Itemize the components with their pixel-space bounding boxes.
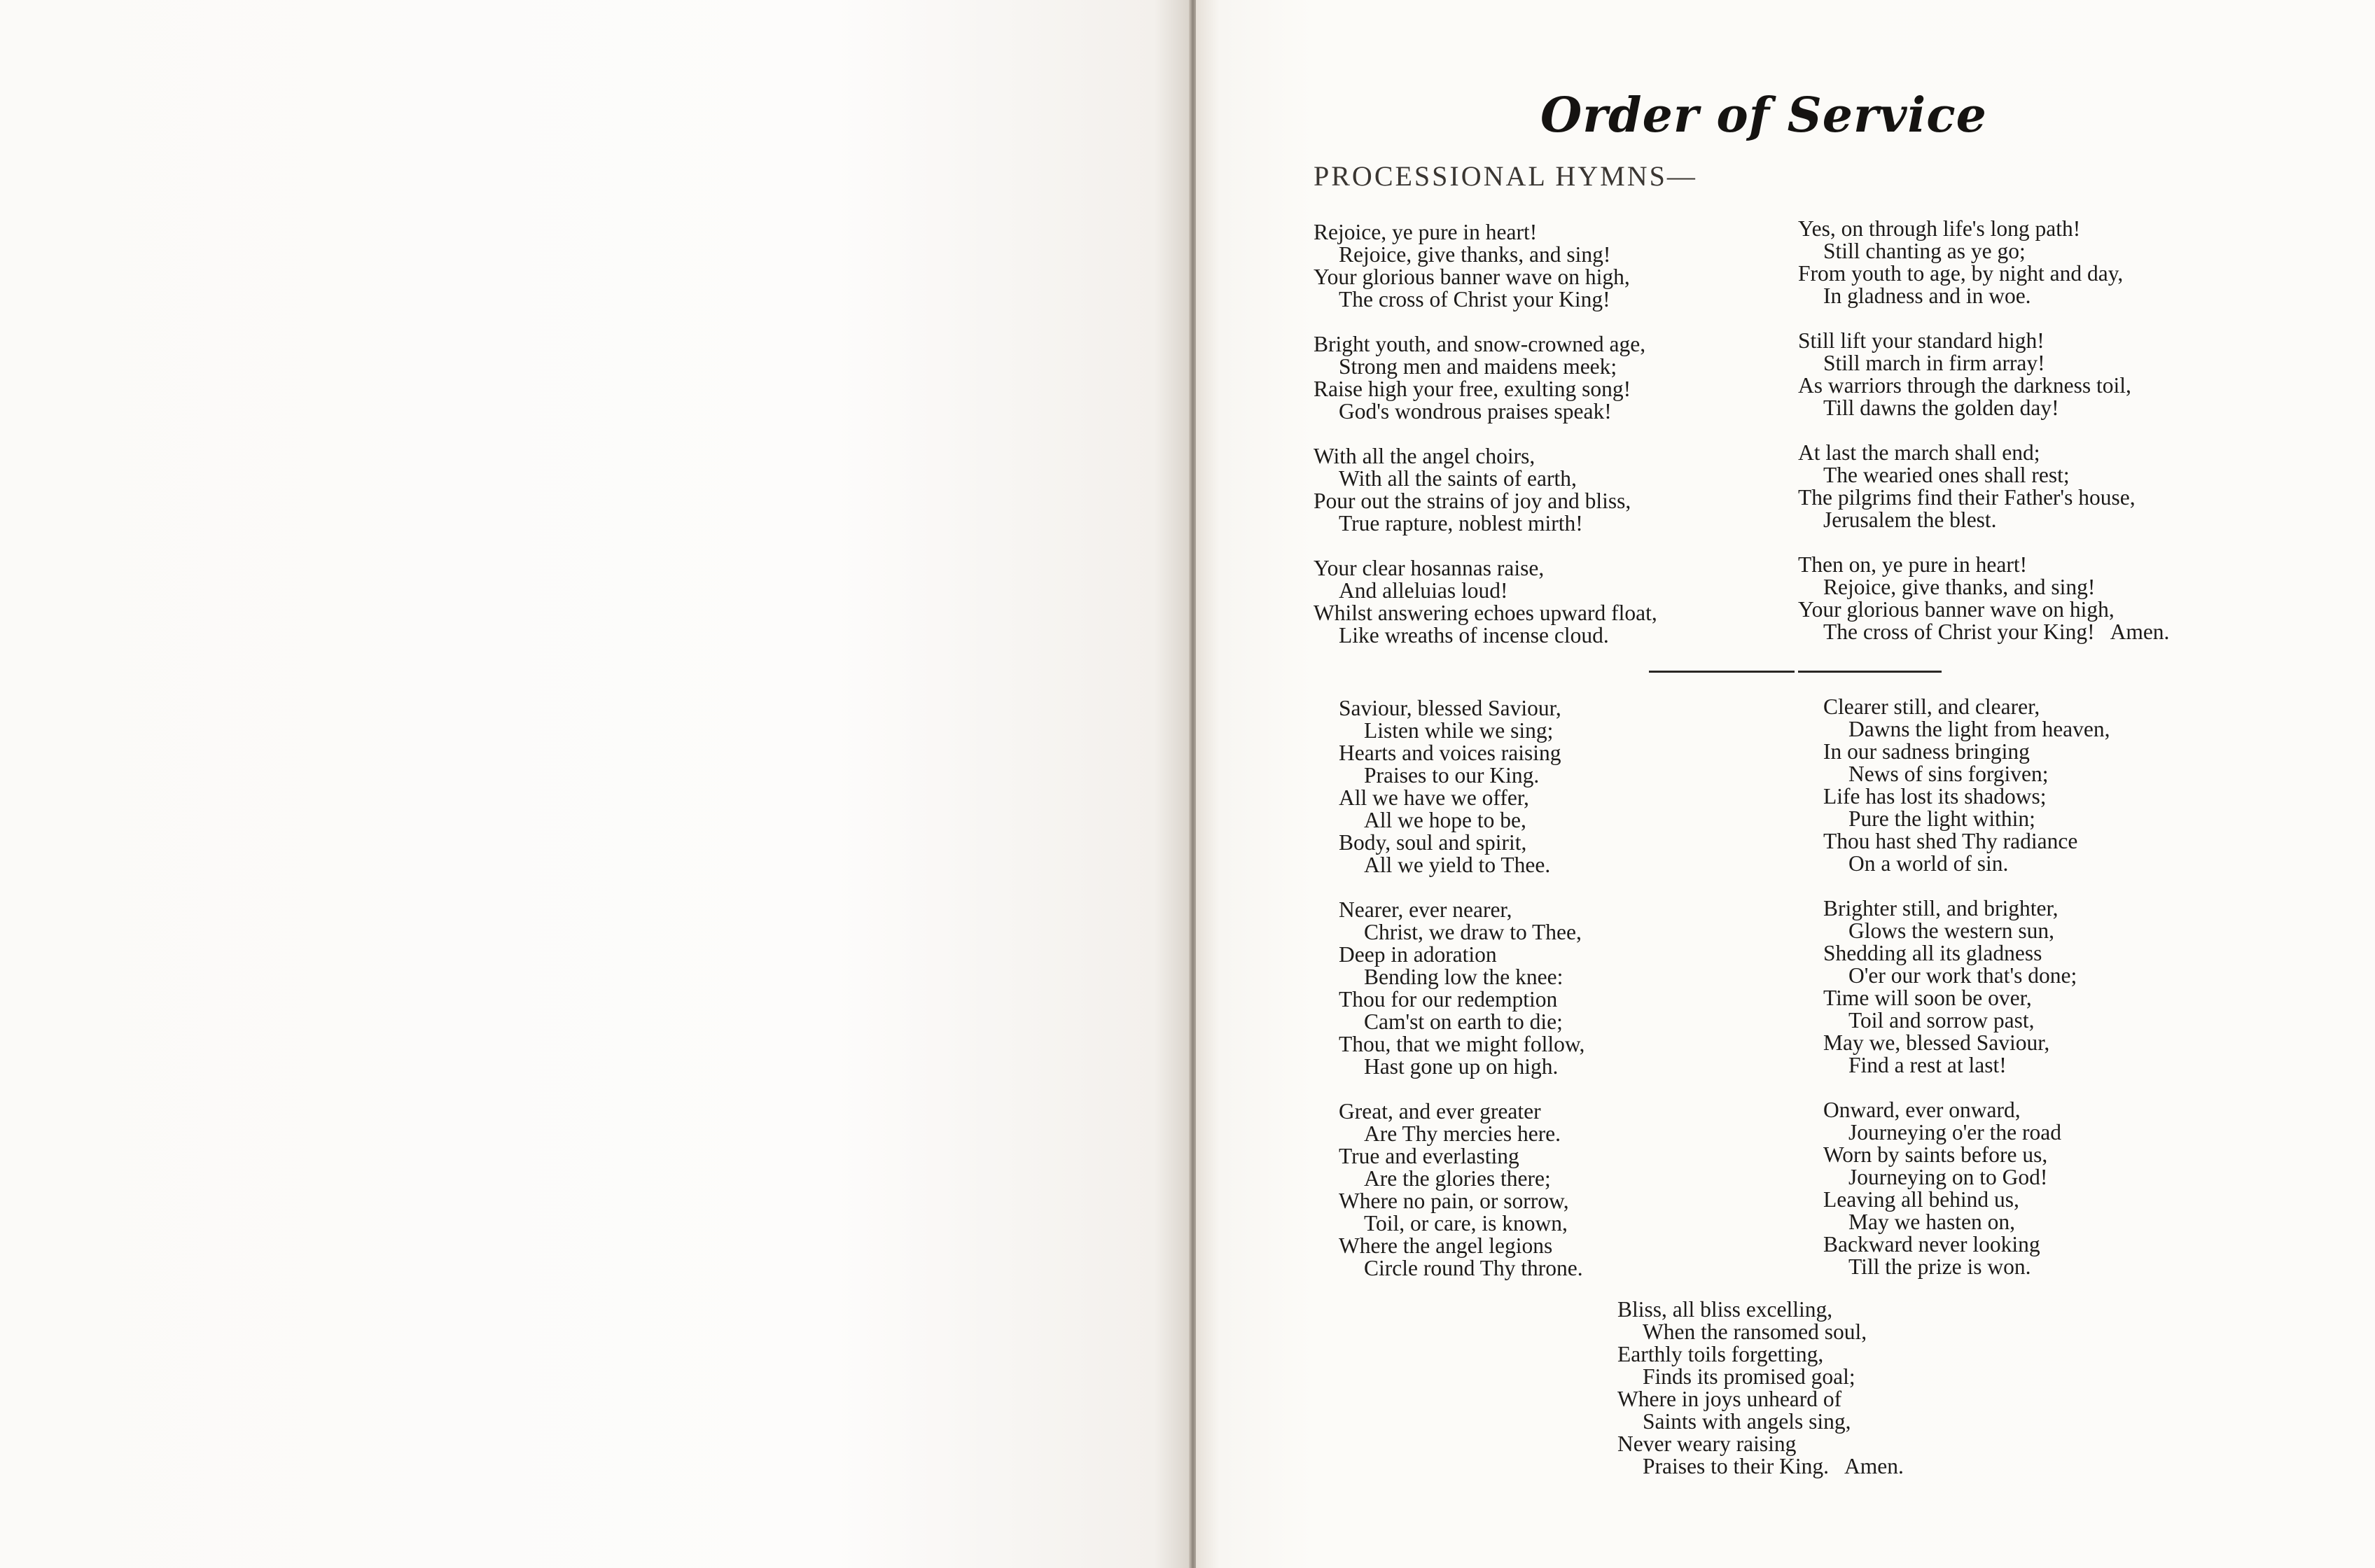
hymn-line-text: Journeying o'er the road: [1848, 1120, 2061, 1144]
hymn-line-text: Praises to their King.: [1643, 1454, 1829, 1478]
hymn-line: [1339, 1033, 1585, 1056]
stanza: [1617, 1298, 1904, 1478]
hymn-line: [1798, 240, 2169, 262]
hymn-line: [1798, 621, 2169, 643]
hymn-line: [1823, 808, 2110, 830]
hymn-line: [1339, 1123, 1585, 1145]
hymn-line: [1823, 830, 2110, 853]
stanza: [1339, 697, 1585, 876]
hymn-line: [1617, 1366, 1904, 1388]
stanza: [1798, 330, 2169, 419]
hymn-line-text: Life has lost its shadows;: [1823, 784, 2047, 808]
hymn-line: [1617, 1388, 1904, 1410]
hymn-line-text: Till dawns the golden day!: [1823, 396, 2059, 420]
hymn-line: [1314, 356, 1657, 378]
hymn-line: [1314, 624, 1657, 647]
hymn-line: [1617, 1343, 1904, 1366]
hymn-line-text: Strong men and maidens meek;: [1339, 354, 1617, 379]
hymn-line: [1823, 696, 2110, 718]
hymn-line-text: Worn by saints before us,: [1823, 1142, 2048, 1167]
hymn1-right-column: [1798, 218, 2169, 643]
hymn-line: [1823, 1189, 2110, 1211]
hymn-line-text: At last the march shall end;: [1798, 440, 2040, 465]
hymn-line: [1314, 490, 1657, 512]
hymn-line-text: Leaving all behind us,: [1823, 1187, 2019, 1212]
hymn-line: [1339, 1011, 1585, 1033]
hymn-line-text: News of sins forgiven;: [1848, 762, 2049, 786]
hymn-line: [1314, 221, 1657, 244]
hymn-line: [1314, 557, 1657, 580]
hymn-line-text: With all the saints of earth,: [1339, 466, 1577, 491]
hymn-line-text: Great, and ever greater: [1339, 1099, 1541, 1124]
stanza: [1314, 333, 1657, 423]
hymn-line: [1823, 987, 2110, 1009]
hymn-line: [1798, 330, 2169, 352]
hymn-line-text: Rejoice, give thanks, and sing!: [1823, 575, 2096, 599]
hymn-line-text: As warriors through the darkness toil,: [1798, 373, 2131, 398]
hymn-line: [1798, 464, 2169, 486]
stanza: [1314, 221, 1657, 311]
hymn-line-text: Cam'st on earth to die;: [1364, 1009, 1563, 1034]
hymn-line-text: In our sadness bringing: [1823, 739, 2030, 764]
hymn-line-text: God's wondrous praises speak!: [1339, 399, 1612, 424]
hymn-line-text: May we, blessed Saviour,: [1823, 1030, 2050, 1055]
hymn-line: [1339, 1235, 1585, 1257]
hymn-line: [1823, 1032, 2110, 1054]
hymn-line: [1339, 1212, 1585, 1235]
stanza: [1798, 442, 2169, 531]
hymn-line-text: Still chanting as ye go;: [1823, 239, 2026, 263]
stanza: [1823, 1099, 2110, 1278]
hymn-line: [1617, 1410, 1904, 1433]
hymn-line: [1617, 1298, 1904, 1321]
hymn-line: [1339, 966, 1585, 988]
hymn-line-text: And alleluias loud!: [1339, 578, 1508, 603]
hymn-line-text: The pilgrims find their Father's house,: [1798, 485, 2136, 510]
hymn-line: [1339, 1257, 1585, 1280]
page-title: Order of Service: [1540, 88, 1987, 144]
hymn-line: [1314, 512, 1657, 535]
hymn-line: [1823, 1233, 2110, 1256]
hymn-line: [1823, 1054, 2110, 1077]
hymn-line-text: Clearer still, and clearer,: [1823, 694, 2040, 719]
hymn-line-text: Praises to our King.: [1364, 763, 1540, 788]
hymn-line-text: Bending low the knee:: [1364, 965, 1563, 989]
hymn-line: [1339, 1100, 1585, 1123]
hymn-line-text: Time will soon be over,: [1823, 986, 2032, 1010]
hymn-line-text: Toil, or care, is known,: [1364, 1211, 1568, 1236]
hymn-line-text: Saints with angels sing,: [1643, 1409, 1851, 1434]
hymn-line-text: Whilst answering echoes upward float,: [1314, 601, 1657, 625]
hymn-line: [1339, 921, 1585, 944]
hymn-line: [1823, 718, 2110, 741]
hymn-line: [1339, 720, 1585, 742]
hymn-line: [1314, 602, 1657, 624]
stanza: [1314, 445, 1657, 535]
hymn-line-text: The wearied ones shall rest;: [1823, 463, 2070, 487]
hymn-line-text: Thou, that we might follow,: [1339, 1032, 1585, 1056]
hymn-line-text: Still march in firm array!: [1823, 351, 2045, 375]
divider-rule-left: [1649, 671, 1795, 673]
hymn-line: [1314, 244, 1657, 266]
hymn-line: [1617, 1455, 1904, 1478]
divider-rule-right: [1798, 671, 1942, 673]
hymn-line-text: Bright youth, and snow-crowned age,: [1314, 332, 1646, 356]
hymn-line: [1339, 1056, 1585, 1078]
hymn-line: [1339, 988, 1585, 1011]
hymn-line: [1823, 897, 2110, 920]
hymn2-final-stanza: [1617, 1298, 1904, 1478]
hymn-line-text: Onward, ever onward,: [1823, 1098, 2021, 1122]
hymn-line: [1823, 965, 2110, 987]
hymn-line: [1823, 1121, 2110, 1144]
hymn-line: [1798, 554, 2169, 576]
hymn-line: [1798, 442, 2169, 464]
hymn-line-text: True rapture, noblest mirth!: [1339, 511, 1583, 536]
hymn-line: [1339, 854, 1585, 876]
hymn-line-text: Then on, ye pure in heart!: [1798, 552, 2028, 577]
hymn-line-text: Dawns the light from heaven,: [1848, 717, 2110, 741]
hymn-line-text: Pure the light within;: [1848, 806, 2035, 831]
amen-text: Amen.: [2110, 620, 2170, 644]
hymn-line-text: Hast gone up on high.: [1364, 1054, 1559, 1079]
hymn-line-text: With all the angel choirs,: [1314, 444, 1535, 468]
hymn-line-text: Raise high your free, exulting song!: [1314, 377, 1631, 401]
hymn-line: [1314, 266, 1657, 288]
hymn-line-text: All we yield to Thee.: [1364, 853, 1551, 877]
stanza: [1798, 554, 2169, 643]
hymn-line-text: Shedding all its gladness: [1823, 941, 2042, 965]
hymn-line: [1339, 809, 1585, 832]
hymn-line-text: When the ransomed soul,: [1643, 1320, 1867, 1344]
hymn-line-text: Where the angel legions: [1339, 1233, 1553, 1258]
hymn-line-text: On a world of sin.: [1848, 851, 2009, 876]
hymn-line: [1314, 378, 1657, 400]
hymn-line-text: Deep in adoration: [1339, 942, 1497, 967]
hymn-line-text: Thou hast shed Thy radiance: [1823, 829, 2078, 853]
hymn-line-text: O'er our work that's done;: [1848, 963, 2077, 988]
hymn-line: [1339, 742, 1585, 764]
hymn-line: [1798, 285, 2169, 307]
hymn-line: [1339, 764, 1585, 787]
hymn-line: [1798, 374, 2169, 397]
hymn-line-text: Journeying on to God!: [1848, 1165, 2048, 1189]
hymn-line-text: Saviour, blessed Saviour,: [1339, 696, 1561, 720]
hymn-line-text: Rejoice, give thanks, and sing!: [1339, 242, 1611, 267]
hymn-line-text: True and everlasting: [1339, 1144, 1519, 1168]
hymn-line-text: Listen while we sing;: [1364, 718, 1554, 743]
hymn-line-text: Nearer, ever nearer,: [1339, 897, 1512, 922]
hymn-line-text: Earthly toils forgetting,: [1617, 1342, 1824, 1366]
hymn-line-text: In gladness and in woe.: [1823, 284, 2031, 308]
hymn-line: [1339, 832, 1585, 854]
hymn-line: [1314, 288, 1657, 311]
hymn-line: [1339, 899, 1585, 921]
hymn-line: [1314, 445, 1657, 468]
hymn-line: [1339, 787, 1585, 809]
hymn-line: [1339, 944, 1585, 966]
section-heading: PROCESSIONAL HYMNS—: [1314, 160, 1697, 192]
hymn-line-text: Jerusalem the blest.: [1823, 507, 1997, 532]
stanza: [1339, 1100, 1585, 1280]
hymn-line: [1798, 598, 2169, 621]
hymn-line: [1314, 333, 1657, 356]
stanza: [1798, 218, 2169, 307]
hymn-line-text: Your clear hosannas raise,: [1314, 556, 1545, 580]
hymn1-left-column: [1314, 221, 1657, 647]
hymn-line-text: Are Thy mercies here.: [1364, 1121, 1561, 1146]
hymn-line-text: The cross of Christ your King!: [1823, 620, 2095, 644]
hymn-line: [1339, 1190, 1585, 1212]
hymn-line: [1339, 697, 1585, 720]
hymn-line-text: Christ, we draw to Thee,: [1364, 920, 1582, 944]
hymn-line: [1798, 576, 2169, 598]
hymn-line-text: The cross of Christ your King!: [1339, 287, 1610, 312]
stanza: [1823, 696, 2110, 875]
hymn-line-text: Never weary raising: [1617, 1432, 1797, 1456]
hymn-line-text: Yes, on through life's long path!: [1798, 216, 2081, 241]
hymn-line-text: Pour out the strains of joy and bliss,: [1314, 489, 1631, 513]
stanza: [1823, 897, 2110, 1077]
hymn-line: [1823, 1166, 2110, 1189]
hymn-line-text: Where in joys unheard of: [1617, 1387, 1842, 1411]
hymn-line-text: Backward never looking: [1823, 1232, 2040, 1256]
hymn-line-text: Brighter still, and brighter,: [1823, 896, 2059, 920]
hymn-line: [1798, 352, 2169, 374]
hymn-line: [1823, 853, 2110, 875]
hymn-line-text: Thou for our redemption: [1339, 987, 1558, 1011]
hymn-line: [1823, 1009, 2110, 1032]
hymn-line: [1798, 262, 2169, 285]
hymn-line: [1314, 400, 1657, 423]
hymn-line: [1823, 741, 2110, 763]
hymn-line: [1617, 1321, 1904, 1343]
hymn-line: [1798, 509, 2169, 531]
hymn-line: [1314, 580, 1657, 602]
hymn-line-text: Body, soul and spirit,: [1339, 830, 1527, 855]
hymn-line-text: From youth to age, by night and day,: [1798, 261, 2124, 286]
hymn-line-text: All we hope to be,: [1364, 808, 1526, 832]
hymn-line: [1823, 1144, 2110, 1166]
hymn-line: [1823, 1256, 2110, 1278]
hymn-line: [1617, 1433, 1904, 1455]
stanza: [1314, 557, 1657, 647]
hymn-line-text: Find a rest at last!: [1848, 1053, 2007, 1077]
hymn-line-text: Your glorious banner wave on high,: [1314, 265, 1630, 289]
hymn-line: [1339, 1145, 1585, 1168]
hymn-line-text: Where no pain, or sorrow,: [1339, 1189, 1569, 1213]
hymn-line-text: Toil and sorrow past,: [1848, 1008, 2035, 1032]
hymn-line-text: All we have we offer,: [1339, 785, 1529, 810]
hymn2-left-column: [1339, 697, 1585, 1280]
amen-text: Amen.: [1844, 1454, 1904, 1478]
hymn-line-text: Finds its promised goal;: [1643, 1364, 1855, 1389]
hymn-line-text: Like wreaths of incense cloud.: [1339, 623, 1609, 648]
hymn-line-text: Hearts and voices raising: [1339, 741, 1561, 765]
hymn-line-text: Bliss, all bliss excelling,: [1617, 1297, 1833, 1322]
hymn-line: [1339, 1168, 1585, 1190]
hymn-line: [1823, 1099, 2110, 1121]
hymn-line-text: Glows the western sun,: [1848, 918, 2054, 943]
hymn-line: [1798, 218, 2169, 240]
hymn-line: [1823, 785, 2110, 808]
hymn-line-text: Still lift your standard high!: [1798, 328, 2045, 353]
hymn-line: [1314, 468, 1657, 490]
hymn-line: [1823, 920, 2110, 942]
hymn-line-text: Till the prize is won.: [1848, 1254, 2031, 1279]
hymn-line-text: Are the glories there;: [1364, 1166, 1551, 1191]
hymn-line: [1823, 1211, 2110, 1233]
hymn-line: [1823, 942, 2110, 965]
hymn-line: [1823, 763, 2110, 785]
stanza: [1339, 899, 1585, 1078]
hymn-line-text: May we hasten on,: [1848, 1210, 2015, 1234]
hymn-line: [1798, 397, 2169, 419]
hymn2-right-column: [1823, 696, 2110, 1278]
hymn-line-text: Your glorious banner wave on high,: [1798, 597, 2115, 622]
hymn-line-text: Circle round Thy throne.: [1364, 1256, 1583, 1280]
hymn-line: [1798, 486, 2169, 509]
hymn-line-text: Rejoice, ye pure in heart!: [1314, 220, 1538, 244]
